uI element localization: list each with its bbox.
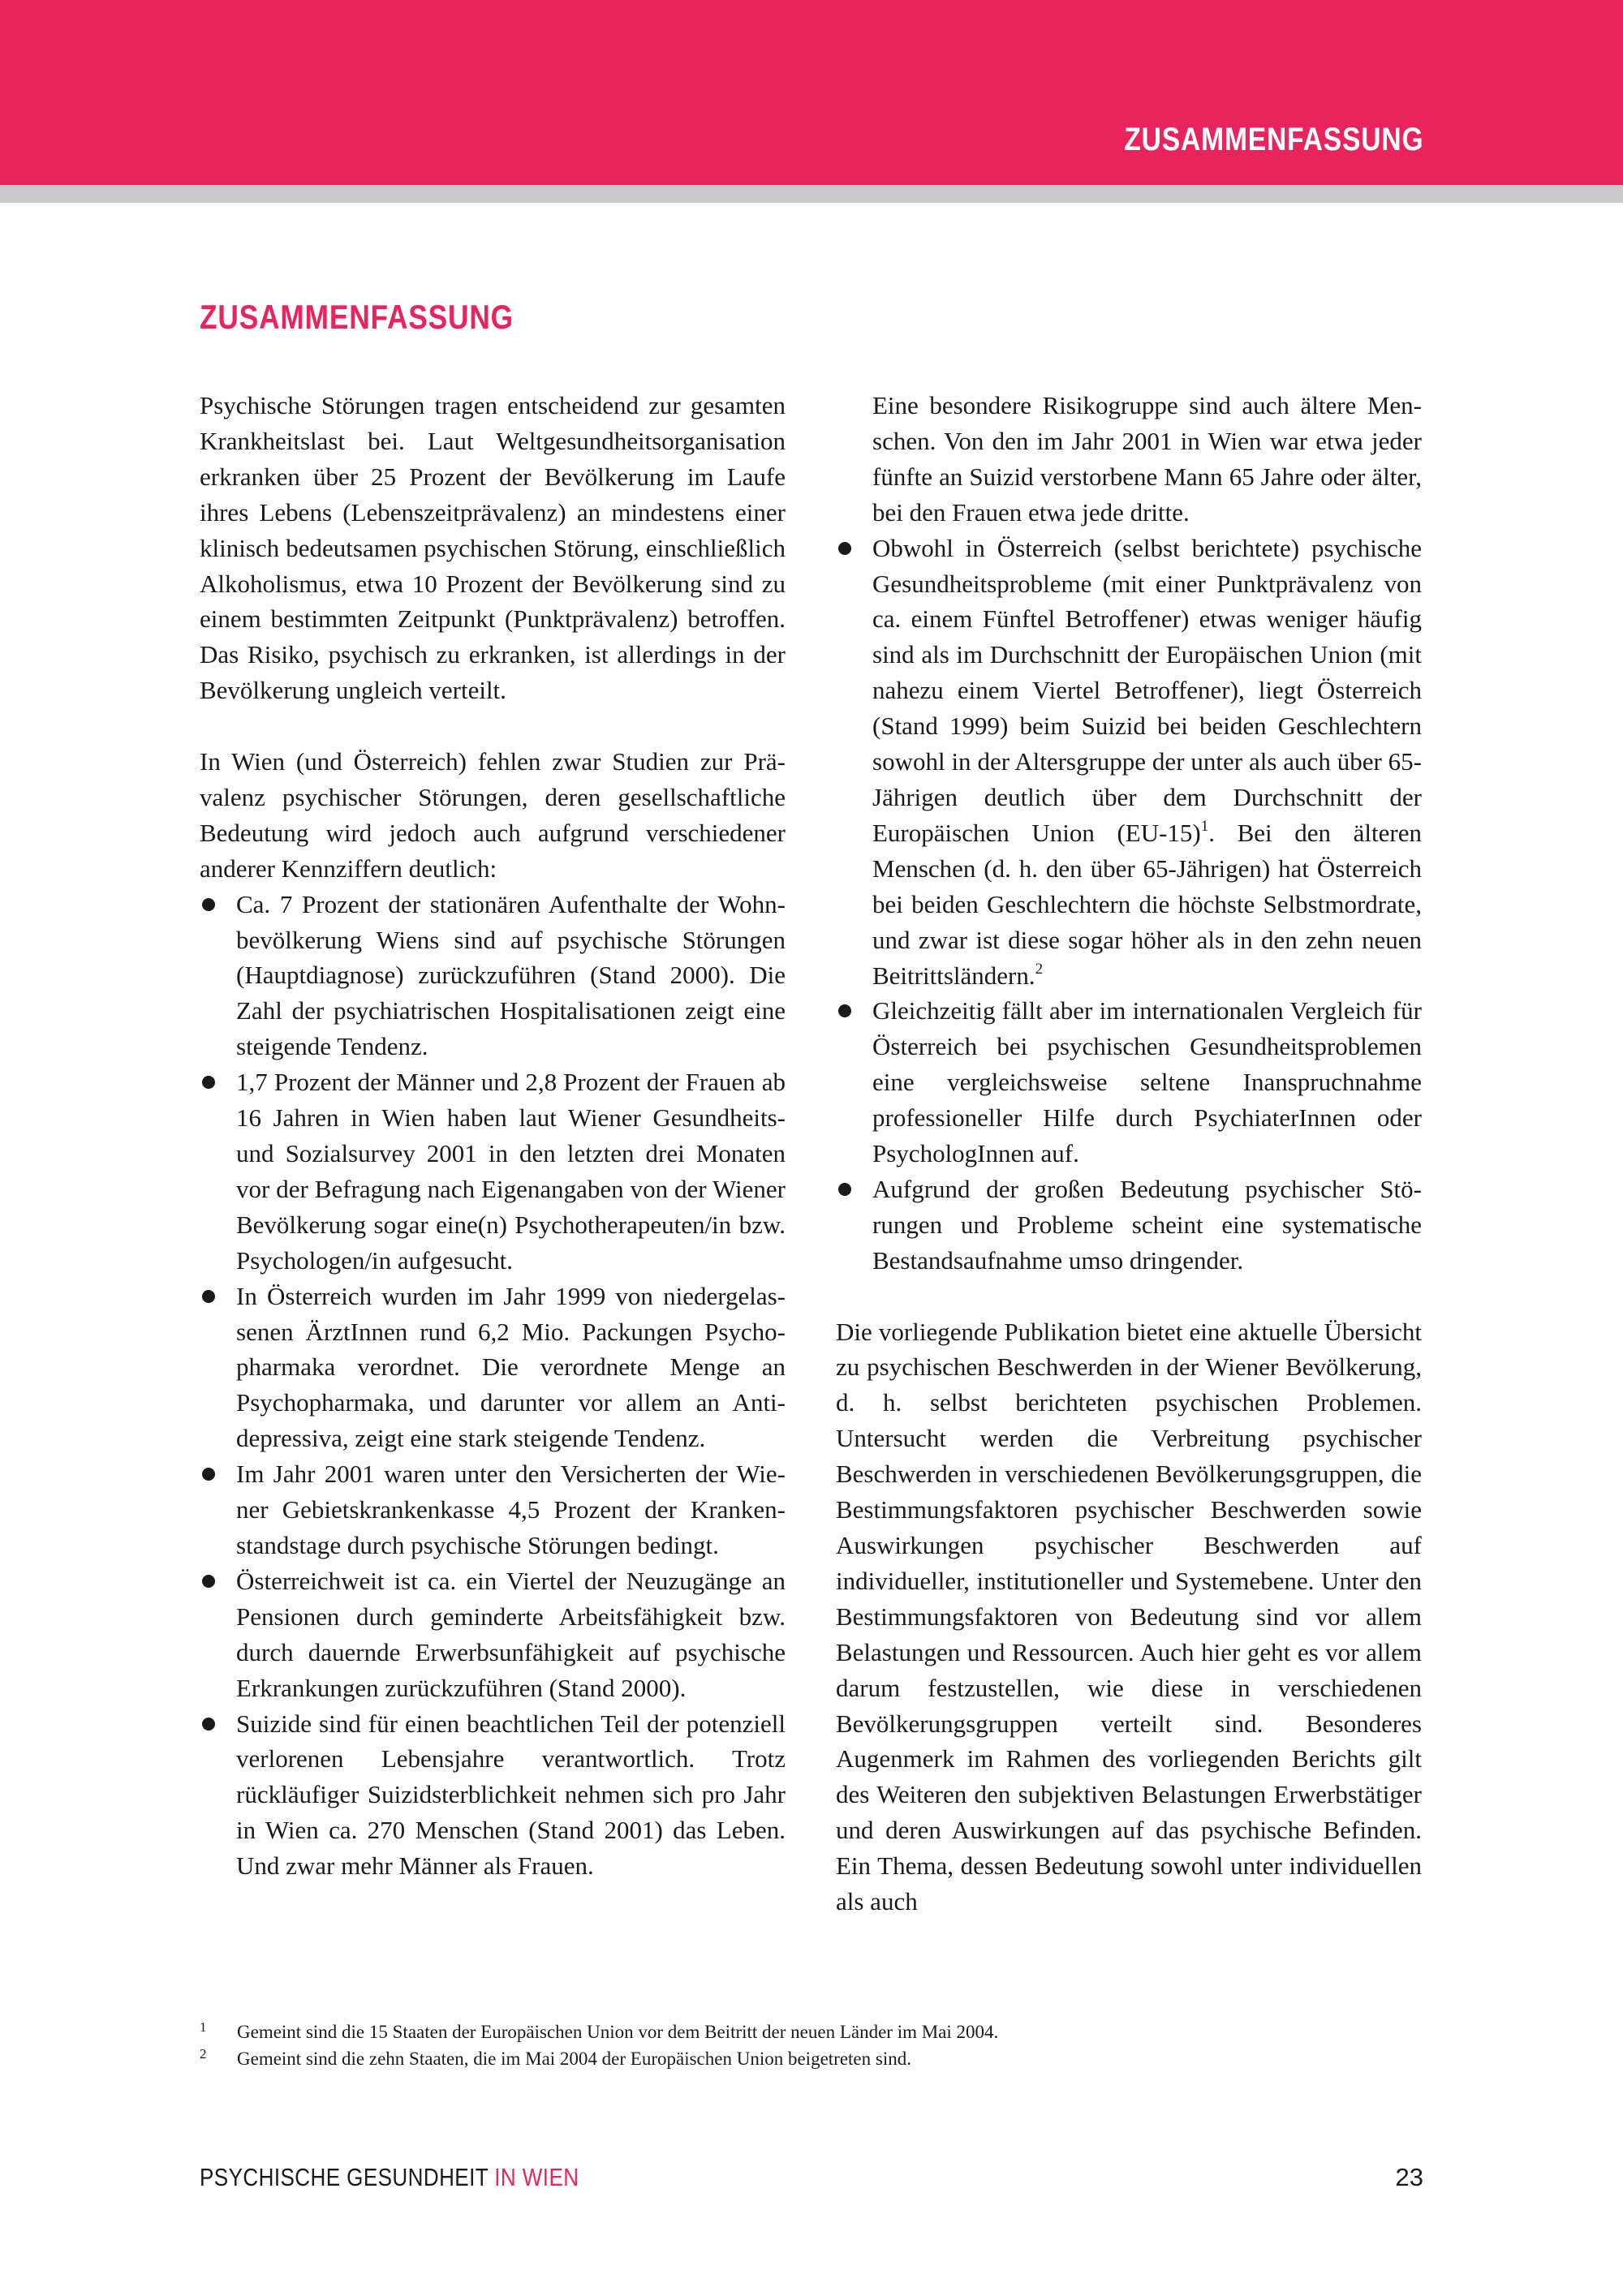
footnotes — [200, 2019, 1425, 2072]
list-item: In Österreich wurden im Jahr 1999 von niedergelassenen ÄrztInnen rund 6,2 Mio. Packungen Psychopharmaka verordnet. Die verordnete Menge an Psychopharmaka, und darunter vor allem an Antidepressiva, zeigt eine stark steigende Tendenz. — [200, 1279, 786, 1457]
publication-title — [200, 2163, 579, 2192]
list-item — [836, 531, 1422, 994]
intro-paragraph: Psychische Störungen tragen entscheidend zur gesamten Krankheitslast bei. Laut Weltgesundheitsorganisation erkranken über 25 Prozent der Bevölkerung im Laufe ihres Lebens (Lebenszeitprävalenz) an mindestens einer klinisch bedeutsamen psychischen Störung, einschließlich Alkoholismus, etwa 10 Prozent der Bevölkerung sind zu einem bestimmten Zeitpunkt (Punktprävalenz) betroffen. Das Risiko, psychisch zu erkranken, ist allerdings in der Bevölkerung ungleich verteilt. — [200, 391, 786, 705]
page-number: 23 — [1395, 2163, 1423, 2191]
publication-title-main: PSYCHISCHE GESUNDHEIT — [200, 2163, 489, 2191]
list-item: Im Jahr 2001 waren unter den Versicherten der Wiener Gebietskrankenkasse 4,5 Prozent der Krankenstandstage durch psychische Störungen bedingt. — [200, 1456, 786, 1563]
indicator-list — [200, 887, 786, 1884]
comparison-list — [836, 531, 1422, 1279]
list-item: Aufgrund der großen Bedeutung psychischer Störungen und Probleme scheint eine systematische Bestandsaufnahme umso dringender. — [836, 1172, 1422, 1279]
left-column — [200, 388, 786, 1884]
footnote-number: 2 — [200, 2046, 207, 2062]
running-header-title: ZUSAMMENFASSUNG — [1123, 122, 1423, 157]
list-item-text: . Bei den älteren Menschen (d. h. den über 65-Jährigen) hat Österreich bei beiden Geschlechtern die höchste Selbstmordrate, und zwar ist diese sogar höher als in den zehn neuen Beitrittsländern. — [872, 818, 1422, 990]
footnote — [200, 2045, 1425, 2072]
footnote-ref-1[interactable]: 1 — [1200, 817, 1209, 835]
vienna-paragraph: In Wien (und Österreich) fehlen zwar Studien zur Prävalenz psychischer Störungen, deren gesellschaftliche Bedeutung wird jedoch auch aufgrund verschiedener anderer Kennziffern deutlich: — [200, 747, 786, 883]
publication-paragraph: Die vorliegende Publikation bietet eine aktuelle Übersicht zu psychischen Beschwerden in der Wiener Bevölkerung, d. h. selbst berichteten psychischen Problemen. Untersucht werden die Verbreitung psychischer Beschwerden in verschiedenen Bevölkerungsgruppen, die Bestimmungsfaktoren psychischer Beschwerden sowie Auswirkungen psychischer Beschwerden auf individueller, institutioneller und Systemebene. Unter den Bestimmungsfaktoren von Bedeutung sind vor allem Belastungen und Ressourcen. Auch hier geht es vor allem darum festzustellen, wie diese in verschiedenen Bevölkerungsgruppen verteilt sind. Besonderes Augenmerk im Rahmen des vorliegenden Berichts gilt des Weiteren den subjektiven Belastungen Erwerbstätiger und deren Auswirkungen auf das psychische Befinden. Ein Thema, dessen Bedeutung sowohl unter individuellen als auch — [836, 1317, 1422, 1916]
list-item: 1,7 Prozent der Männer und 2,8 Prozent der Frauen ab 16 Jahren in Wien haben laut Wiener Gesundheits- und Sozialsurvey 2001 in den letzten drei Monaten vor der Befragung nach Eigenangaben von der Wiener Bevölkerung sogar eine(n) Psychotherapeuten/in bzw. Psychologen/in aufgesucht. — [200, 1064, 786, 1278]
right-column — [836, 388, 1422, 1920]
publication-title-accent: IN WIEN — [494, 2163, 579, 2191]
footnote-text: Gemeint sind die zehn Staaten, die im Mai 2004 der Europäischen Union beigetreten sind. — [237, 2049, 911, 2069]
list-item-text: Obwohl in Österreich (selbst berichtete) psychische Gesundheitsprobleme (mit einer Punktprävalenz von ca. einem Fünftel Betroffener) etwas weniger häufig sind als im Durchschnitt der Europäischen Union (mit nahezu einem Viertel Betroffener), liegt Österreich (Stand 1999) beim Suizid bei beiden Geschlechtern sowohl in der Altersgruppe der unter als auch über 65-Jährigen deutlich über dem Durchschnitt der Europäischen Union (EU-15) — [872, 533, 1422, 847]
footnote-ref-2[interactable]: 2 — [1035, 960, 1044, 978]
header-rule — [0, 185, 1623, 203]
continued-list-text: Eine besondere Risikogruppe sind auch ältere Menschen. Von den im Jahr 2001 in Wien war etwa jeder fünfte an Suizid verstorbene Mann 65 Jahre oder älter, bei den Frauen etwa jede dritte. — [872, 391, 1422, 527]
list-item: Österreichweit ist ca. ein Viertel der Neuzugänge an Pensionen durch geminderte Arbeitsfähigkeit bzw. durch dauernde Erwerbsunfähigkeit auf psychische Erkrankungen zurückzuführen (Stand 2000). — [200, 1563, 786, 1706]
list-item: Suizide sind für einen beachtlichen Teil der potenziell verlorenen Lebensjahre verantwortlich. Trotz rückläufiger Suizidsterblichkeit nehmen sich pro Jahr in Wien ca. 270 Menschen (Stand 2001) das Leben. Und zwar mehr Männer als Frauen. — [200, 1706, 786, 1885]
footnote — [200, 2019, 1425, 2045]
list-item: Ca. 7 Prozent der stationären Aufenthalte der Wohnbevölkerung Wiens sind auf psychische Störungen (Hauptdiagnose) zurückzuführen (Stand 2000). Die Zahl der psychiatrischen Hospitalisationen zeigt eine steigende Tendenz. — [200, 887, 786, 1065]
section-heading: ZUSAMMENFASSUNG — [200, 298, 514, 336]
footnote-text: Gemeint sind die 15 Staaten der Europäischen Union vor dem Beitritt der neuen Länder im Mai 2004. — [237, 2022, 999, 2042]
footnote-number: 1 — [200, 2019, 207, 2035]
list-item: Gleichzeitig fällt aber im internationalen Vergleich für Österreich bei psychischen Gesundheitsproblemen eine vergleichsweise seltene Inanspruchnahme professioneller Hilfe durch PsychiaterInnen oder PsychologInnen auf. — [836, 993, 1422, 1172]
